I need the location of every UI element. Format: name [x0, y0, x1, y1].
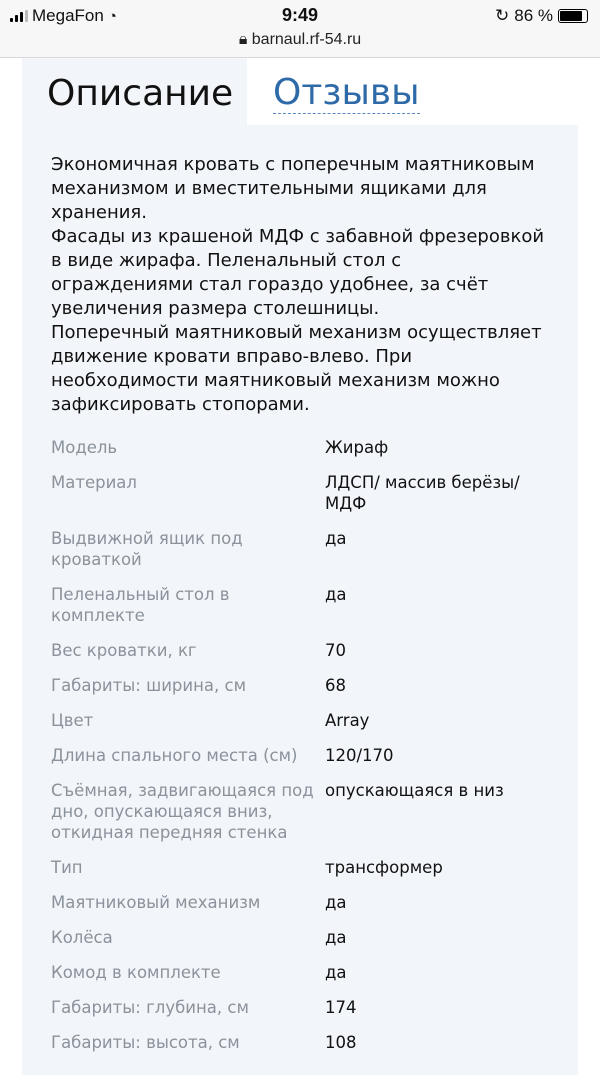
spec-row — [51, 857, 549, 892]
spec-label: Цвет — [51, 711, 94, 730]
spec-label: Вес кроватки, кг — [51, 641, 197, 660]
spec-label: Колёса — [51, 928, 113, 947]
spec-label: Пеленальный стол в комплекте — [51, 585, 230, 625]
tab-reviews[interactable]: Отзывы — [273, 72, 420, 113]
spec-row — [51, 675, 549, 710]
specs-table — [51, 437, 549, 1067]
spec-value: да — [325, 963, 347, 982]
battery-icon — [558, 9, 588, 23]
spec-value: 108 — [325, 1033, 357, 1052]
spec-label: Выдвижной ящик под кроваткой — [51, 529, 243, 569]
spec-value: да — [325, 928, 347, 947]
spec-row — [51, 437, 549, 472]
spec-row — [51, 997, 549, 1032]
spec-row — [51, 1032, 549, 1067]
address-bar[interactable] — [0, 31, 600, 49]
spec-row — [51, 745, 549, 780]
spec-label: Комод в комплекте — [51, 963, 221, 982]
spec-label: Съёмная, задвигающаяся под дно, опускающаяся вниз, откидная передняя стенка — [51, 781, 314, 842]
spec-row — [51, 710, 549, 745]
url-text: barnaul.rf-54.ru — [251, 31, 362, 48]
spec-value: 174 — [325, 998, 357, 1017]
spec-row — [51, 962, 549, 997]
spec-value: да — [325, 893, 347, 912]
spec-value: опускающаяся в низ — [325, 781, 504, 800]
description-panel — [22, 125, 578, 1075]
spec-row — [51, 780, 549, 857]
spec-value: Array — [325, 711, 370, 730]
status-bar — [0, 0, 600, 58]
spec-label: Материал — [51, 473, 137, 492]
spec-label: Длина спального места (см) — [51, 746, 298, 765]
spec-label: Габариты: глубина, см — [51, 998, 249, 1017]
spec-value: 120/170 — [325, 746, 394, 765]
spec-value: ЛДСП/ массив берёзы/ МДФ — [325, 473, 520, 513]
lock-icon: 🔒︎ — [238, 31, 248, 48]
spec-row — [51, 640, 549, 675]
wifi-icon: ◔ — [107, 7, 117, 25]
rotation-lock-icon: ↻ — [495, 6, 510, 25]
spec-value: да — [325, 529, 347, 548]
spec-row — [51, 472, 549, 528]
spec-label: Модель — [51, 438, 118, 457]
spec-label: Маятниковый механизм — [51, 893, 261, 912]
spec-value: 70 — [325, 641, 346, 660]
spec-value: 68 — [325, 676, 346, 695]
spec-label: Габариты: ширина, см — [51, 676, 247, 695]
tabs — [22, 58, 578, 125]
spec-row — [51, 528, 549, 584]
description-paragraph: Экономичная кровать с поперечным маятниковым механизмом и вместительными ящиками для хранения. — [51, 154, 535, 223]
clock: 9:49 — [281, 5, 319, 25]
spec-value: Жираф — [325, 438, 389, 457]
battery-percent: 86 % — [514, 6, 553, 25]
spec-row — [51, 892, 549, 927]
carrier-name: MegaFon — [32, 6, 104, 25]
spec-value: трансформер — [325, 858, 443, 877]
spec-value: да — [325, 585, 347, 604]
description-paragraph: Фасады из крашеной МДФ с забавной фрезеровкой в виде жирафа. Пеленальный стол с ограждениями стал гораздо удобнее, за счёт увеличения размера столешницы. — [51, 226, 545, 319]
tab-description[interactable]: Описание — [22, 58, 247, 125]
description-paragraph: Поперечный маятниковый механизм осуществляет движение кровати вправо-влево. При необходимости маятниковый механизм можно зафиксировать стопорами. — [51, 322, 542, 415]
spec-row — [51, 584, 549, 640]
spec-label: Тип — [51, 858, 83, 877]
product-description — [51, 153, 549, 417]
spec-row — [51, 927, 549, 962]
spec-label: Габариты: высота, см — [51, 1033, 240, 1052]
